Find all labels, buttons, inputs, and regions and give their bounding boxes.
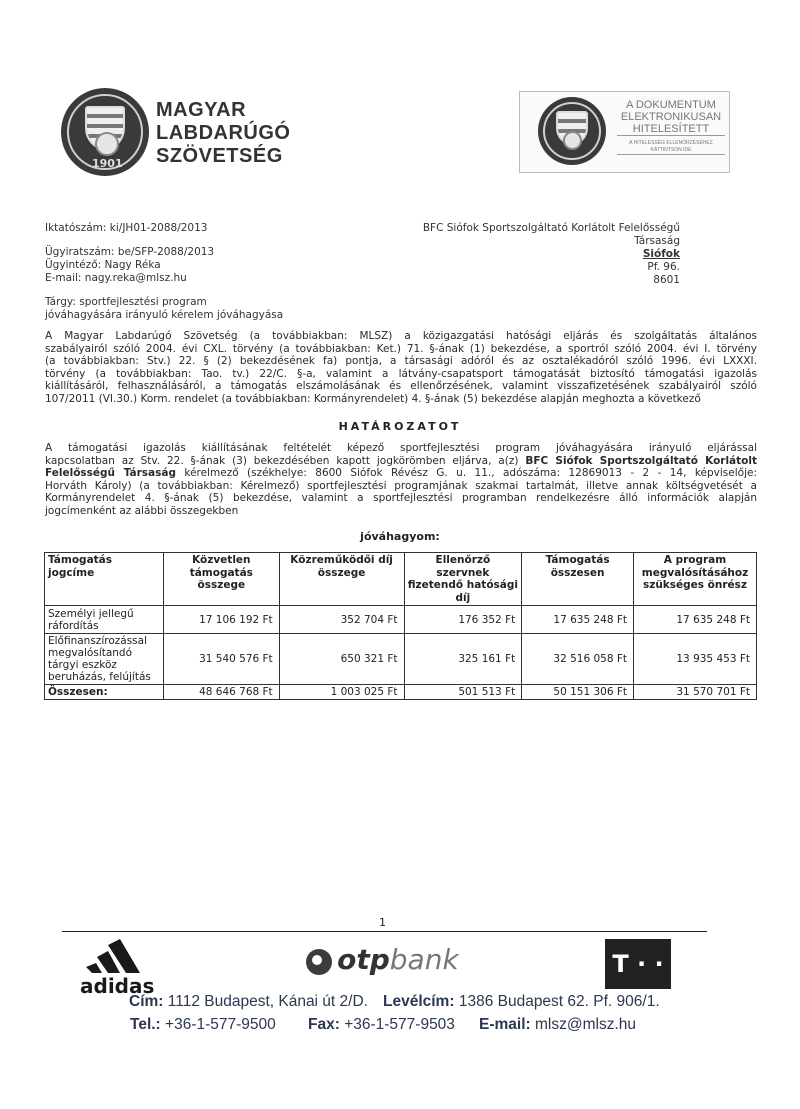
recipient-name: BFC Siófok Sportszolgáltató Korlátolt Felelősségű	[422, 222, 680, 234]
recipient-city: Siófok	[642, 248, 680, 260]
recipient-name-cont: Társaság	[634, 235, 680, 247]
table-header-row	[45, 553, 757, 606]
case-officer: Ügyintéző: Nagy Réka	[45, 259, 161, 271]
footer-postal-address: Levélcím: 1386 Budapest 62. Pf. 906/1.	[383, 993, 660, 1010]
footer-fax: Fax: +36-1-577-9503	[308, 1016, 455, 1033]
row-label: Előfinanszírozással megvalósítandó tárgyi eszköz beruházás, felújítás	[45, 634, 164, 685]
stamp-verify-line: A HITELESSÉG ELLENŐRZÉSÉHEZ	[629, 140, 713, 146]
cell: 32 516 058 Ft	[522, 634, 634, 685]
otpbank-logo	[306, 943, 459, 983]
cell: 325 161 Ft	[404, 634, 522, 685]
row-label: Összesen:	[45, 685, 164, 700]
footer-email[interactable]: E-mail: mlsz@mlsz.hu	[479, 1016, 636, 1033]
footer-address: Cím: 1112 Budapest, Kánai út 2/D.	[129, 993, 368, 1010]
cell: 501 513 Ft	[404, 685, 522, 700]
approve-label: jóváhagyom:	[360, 530, 440, 543]
case-number: Ügyiratszám: be/SFP-2088/2013	[45, 246, 215, 258]
column-header: Ellenőrző szervnek fizetendő hatósági díj	[404, 553, 522, 606]
cell: 13 935 453 Ft	[634, 634, 757, 685]
recipient-pobox: Pf. 96.	[647, 261, 680, 273]
cell: 17 106 192 Ft	[163, 606, 279, 634]
cell: 50 151 306 Ft	[522, 685, 634, 700]
amounts-table	[44, 552, 757, 700]
row-label: Személyi jellegű ráfordítás	[45, 606, 164, 634]
table-row	[45, 634, 757, 685]
column-header: A program megvalósításához szükséges önrész	[634, 553, 757, 606]
decision-title: HATÁROZATOT	[338, 420, 462, 433]
decision-paragraph: A támogatási igazolás kiállításának feltételét képező sportfejlesztési program jóváhagyására irányuló eljárással kapcsolatban az Stv. 22. §-ának (3) bekezdésében kapott jogkörömben eljárva, a(z) BFC Siófok Sportszolgáltató Korlátolt Felelősségű Társaság kérelmező (székhelye: 8600 Siófok Révész G. u. 11., adószáma: 12869013 - 2 - 14, képviselője: Horváth Károly) (a továbbiakban: Kérelmező) sportfejlesztési programjának szakmai tartalmát, illetve annak költségvetését a Kormányrendelet 4. §-ának (5) bekezdése, valamint a sportfejlesztési programban rendelkezésre álló információk alapján jogcímenként az alábbi összegekben	[45, 442, 757, 517]
sponsor-otp: otp	[337, 943, 390, 976]
cell: 17 635 248 Ft	[634, 606, 757, 634]
column-header: Támogatás összesen	[522, 553, 634, 606]
column-header: Közreműködői díj összege	[279, 553, 404, 606]
recipient-zip: 8601	[653, 274, 680, 286]
subject-line-1: Tárgy: sportfejlesztési program	[45, 296, 207, 308]
page-number: 1	[379, 916, 386, 929]
stamp-line: ELEKTRONIKUSAN	[620, 111, 722, 123]
cell: 176 352 Ft	[404, 606, 522, 634]
cell: 31 540 576 Ft	[163, 634, 279, 685]
mlsz-logo: 1901	[61, 88, 149, 176]
otp-swirl-icon	[306, 949, 332, 975]
sponsor-telekom: T · ·	[612, 950, 664, 978]
subject-line-2: jóváhagyására irányuló kérelem jóváhagyása	[45, 309, 284, 321]
cell: 650 321 Ft	[279, 634, 404, 685]
cell: 48 646 768 Ft	[163, 685, 279, 700]
cell: 31 570 701 Ft	[634, 685, 757, 700]
stamp-line: HITELESÍTETT	[617, 123, 725, 136]
stamp-verify-line: KATTINTSON IDE	[650, 147, 692, 153]
table-total-row	[45, 685, 757, 700]
footer-divider	[62, 931, 707, 932]
footer-phone: Tel.: +36-1-577-9500	[130, 1016, 276, 1033]
cell: 17 635 248 Ft	[522, 606, 634, 634]
cell: 352 704 Ft	[279, 606, 404, 634]
column-header: Közvetlen támogatás összege	[163, 553, 279, 606]
sponsor-adidas: adidas	[80, 974, 155, 998]
filing-number: Iktatószám: ki/JH01-2088/2013	[45, 222, 208, 234]
authentication-stamp[interactable]	[519, 91, 730, 173]
org-name: MAGYAR LABDARÚGÓ SZÖVETSÉG	[156, 99, 291, 167]
adidas-stripes-icon	[84, 937, 160, 973]
column-header: Támogatás jogcíme	[45, 553, 164, 606]
recipient-address	[423, 222, 680, 287]
intro-paragraph: A Magyar Labdarúgó Szövetség (a továbbiakban: MLSZ) a közigazgatási hatósági eljárás és szolgáltatás általános szabályairól szóló 2004. évi CXL. törvény (a továbbiakban: Ket.) 71. §-ának (1) bekezdése, a sportról szóló 2004. évi I. törvény (a továbbiakban: Stv.) 22. § (2) bekezdésének fa) pontja, a társasági adóról és az osztalékadóról szóló 1996. évi LXXXI. törvény (a továbbiakban: Tao. tv.) 22/C. §-a, valamint a látvány-csapatsport támogatását biztosító támogatási igazolás kiállításáról, felhasználásáról, a támogatás elszámolásának és ellenőrzésének, valamint visszafizetésének szabályairól szóló 107/2011 (VI.30.) Korm. rendelet (a továbbiakban: Kormányrendelet) 4. §-ának (5) bekezdése alapján meghozta a következő	[45, 330, 757, 405]
adidas-logo	[80, 937, 160, 998]
stamp-seal-icon	[538, 97, 606, 165]
telekom-logo	[605, 939, 671, 989]
stamp-line: A DOKUMENTUM	[626, 99, 716, 111]
officer-email: E-mail: nagy.reka@mlsz.hu	[45, 272, 187, 284]
table-row	[45, 606, 757, 634]
cell: 1 003 025 Ft	[279, 685, 404, 700]
sponsor-bank: bank	[389, 943, 459, 976]
